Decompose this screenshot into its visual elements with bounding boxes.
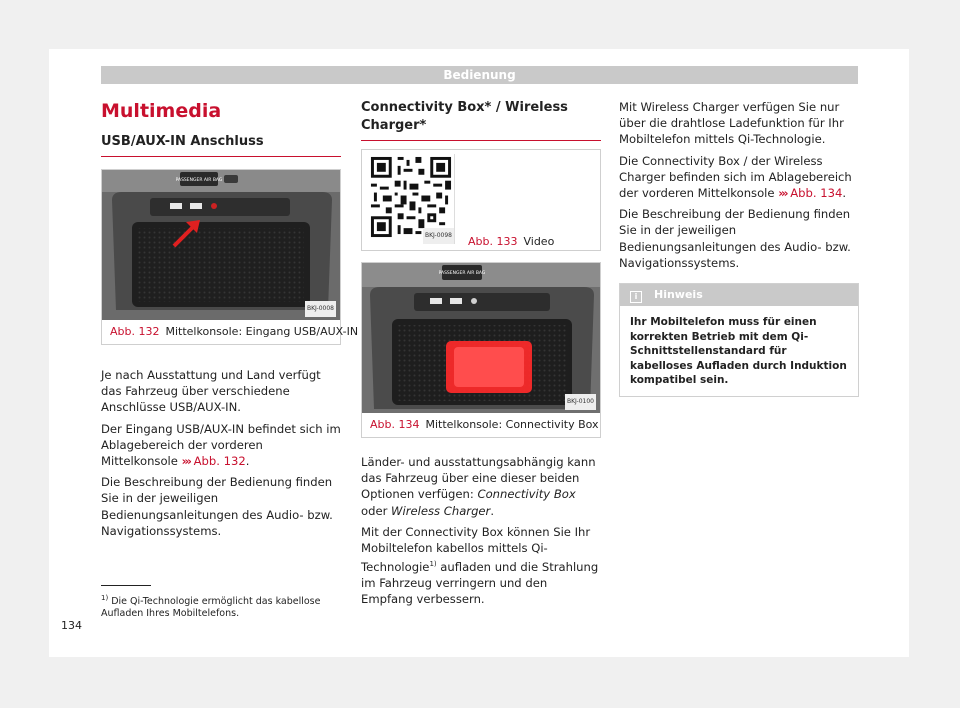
footnote: $^{1)}$ Die Qi-Technologie ermöglicht das kabellose Aufladen Ihres Mobiltelefons. [101,594,321,620]
hint-header [620,284,858,306]
section-title-multimedia: Multimedia [101,100,222,122]
figure-caption-text: Mittelkonsole: Connectivity Box [425,418,599,431]
column-usb-aux [101,99,359,544]
hint-box [619,283,859,397]
figure-code-134: BKJ-0100 [565,394,596,410]
subsection-title-usb-aux: USB/AUX-IN Anschluss [101,133,341,157]
section-title-connectivity-box: Connectivity Box* / Wireless Charger* [361,99,601,141]
figure-caption-132 [102,320,359,344]
console-wireless-charger-illustration [362,263,600,413]
paragraph: Der Eingang USB/AUX-IN befindet sich im Ablagebereich der vorderen Mittelkonsole ››› Abb. 132. [101,421,341,469]
paragraph: Länder- und ausstattungsabhängig kann das Fahrzeug über eine dieser beiden Optionen verfügen: Connectivity Box oder Wireless Charger. [361,455,596,518]
cross-reference-arrow: ››› [181,454,190,469]
photo-connectivity-box [362,263,600,413]
link-abb-134[interactable]: Abb. 134 [790,186,843,201]
figure-number-133: Abb. 133 [468,235,518,248]
hint-text: Ihr Mobiltelefon muss für einen korrekten Betrieb mit dem Qi-Schnittstellenstandard für kabelloses Aufladen durch Induktion kompatibel sein. [630,316,847,387]
svg-text:PASSENGER AIR BAG: PASSENGER AIR BAG [438,271,486,276]
figure-caption-133 [460,230,562,254]
paragraph: Die Beschreibung der Bedienung finden Sie in der jeweiligen Bedienungsanleitungen des Audio- bzw. Navigationssystems. [619,207,851,270]
figure-caption-text: Video [523,235,555,248]
info-icon: i [630,291,642,303]
paragraph: Mit Wireless Charger verfügen Sie nur über die drahtlose Ladefunktion für Ihr Mobiltelefon mittels Qi-Technologie. [619,100,844,147]
figure-caption-text: Mittelkonsole: Eingang USB/AUX-IN [165,325,359,338]
figure-132 [101,169,359,345]
figure-number-132: Abb. 132 [110,325,160,338]
figure-134 [361,262,601,438]
photo-usb-aux [102,170,340,320]
figure-number-134: Abb. 134 [370,418,420,431]
page-number: 134 [61,619,82,632]
figure-133 [361,149,601,251]
qr-code[interactable] [368,154,455,244]
link-abb-132[interactable]: Abb. 132 [193,454,246,469]
column-connectivity-box [361,99,601,613]
paragraph: Die Connectivity Box / der Wireless Charger befinden sich im Ablagebereich der vorderen Mittelkonsole ››› Abb. 134. [619,153,852,201]
page-header: Bedienung [101,66,858,84]
figure-code-132: BKJ-0008 [305,301,336,317]
paragraph: Mit der Connectivity Box können Sie Ihr Mobiltelefon kabellos mittels Qi-Technologie$^{1)}$ aufladen und die Strahlung im Fahrzeug verringern und den Empfang verbessern. [361,524,599,607]
footnote-divider [101,585,151,586]
figure-caption-134 [362,413,600,437]
manual-page [49,49,909,657]
figure-code-133: BKJ-0098 [423,228,454,244]
paragraph: Die Beschreibung der Bedienung finden Sie in der jeweiligen Bedienungsanleitungen des Audio- bzw. Navigationssystems. [101,475,333,538]
footnote-reference[interactable]: 1) [429,560,437,569]
svg-text:PASSENGER AIR BAG: PASSENGER AIR BAG [175,178,223,183]
console-usb-illustration [102,170,340,320]
paragraph: Je nach Ausstattung und Land verfügt das Fahrzeug über verschiedene Anschlüsse USB/AUX-IN. [101,368,321,415]
hint-title: Hinweis [654,288,703,302]
column-wireless-charger [619,99,859,397]
cross-reference-arrow: ››› [778,186,787,201]
